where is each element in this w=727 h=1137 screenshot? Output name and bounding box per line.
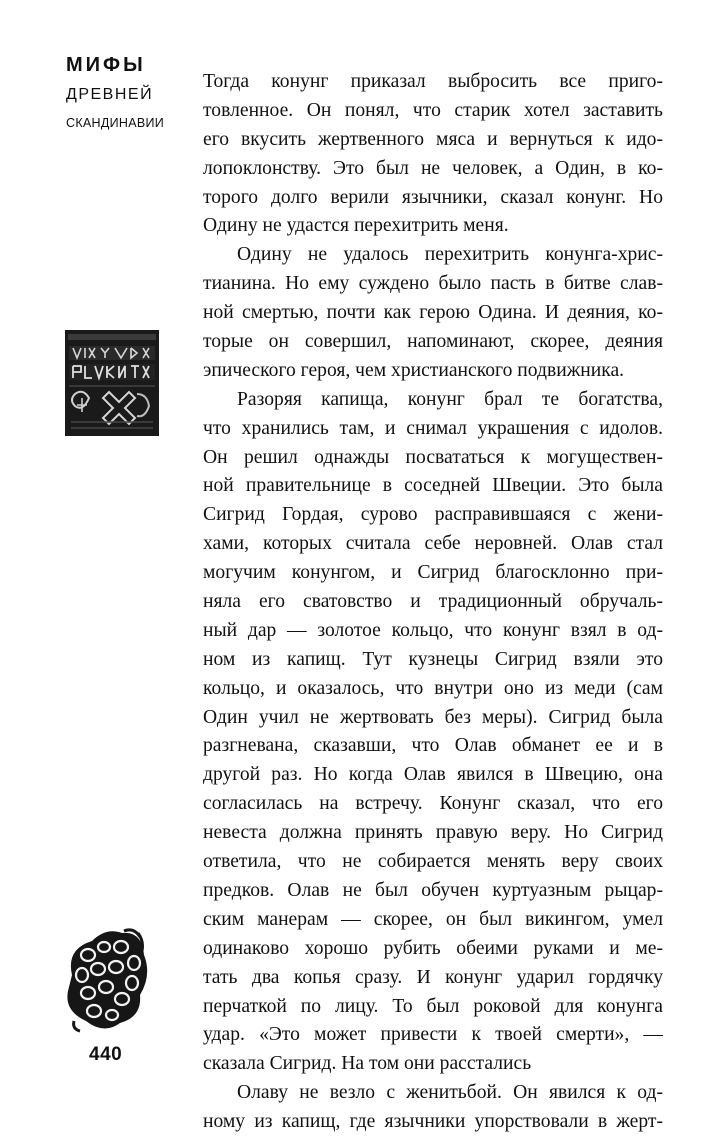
text-line: одинаково хорошо рубить обеими руками и ме- [203,937,663,959]
text-line: удар. «Это может привести к твоей смерти», — [203,1024,663,1046]
text-line: ной правительнице в соседней Швеции. Это была [203,475,663,497]
text-line: другой раз. Но когда Олав явился в Швецию, она [203,764,663,786]
series-title-ancient: ДРЕВНЕЙ [66,86,154,103]
text-line: ном из капищ. Тут кузнецы Сигрид взяли это [203,648,663,670]
text-line: Разоряя капища, конунг брал те богатства, [237,388,663,410]
text-line: Олаву не везло с женитьбой. Он явился к од- [237,1082,663,1104]
text-line: Тогда конунг приказал выбросить все приго- [203,71,663,92]
text-line: кольцо, и оказалось, что внутри оно из меди (сам [203,677,663,699]
text-line: сказала Сигрид. На том они расстались [203,1053,532,1075]
text-line: согласилась на встречу. Конунг сказал, что его [203,793,663,815]
text-line: его вкусить жертвенного мяса и вернуться к идо- [203,128,663,150]
body-text [203,68,663,1137]
text-line: ной смертью, почти как герою Одина. И деяния, ко- [203,302,663,324]
text-line: ному из капищ, где язычники упорствовали в жерт- [203,1111,663,1133]
text-line: хами, которых считала себе неровней. Олав стал [203,533,663,555]
text-line: Он решил однажды посвататься к могуществен- [203,446,663,468]
text-line: лопоклонству. Это был не человек, а Один, в ко- [203,157,663,179]
text-line: Одину не удалось перехитрить конунга-хрис- [237,244,663,266]
series-title-myths: МИФЫ [66,54,146,76]
page-number: 440 [89,1044,123,1065]
text-line: могучим конунгом, и Сигрид благосклонно при- [203,562,663,584]
text-line: тать два копья сразу. И конунг ударил гордячку [203,966,663,988]
text-line: няла его сватовство и традиционный обручаль- [203,591,663,613]
celtic-knot-ornament-icon [64,925,148,1033]
text-line: предков. Олав не был обучен куртуазным рыцар- [203,879,663,901]
text-line: невеста должна принять правую веру. Но Сигрид [203,822,663,844]
text-line: разгневана, сказавши, что Олав обманет ее и в [203,735,663,757]
runestone-carving-icon [65,330,159,436]
text-line: ответила, что не собирается менять веру своих [203,851,663,873]
text-line: Одину не удастся перехитрить меня. [203,215,509,237]
text-line: тианина. Но ему суждено было пасть в битве слав- [203,273,663,295]
text-line: ским манерам — скорее, он был викингом, умел [203,908,663,930]
text-line: товленное. Он понял, что старик хотел заставить [203,99,663,121]
text-line: торого долго верили язычники, сказал конунг. Но [203,186,663,208]
text-line: Сигрид Гордая, сурово расправившаяся с жени- [203,504,663,526]
text-line: перчаткой по лицу. То был роковой для конунга [203,995,663,1017]
sidebar-margin [0,0,200,1133]
text-line: Один учил не жертвовать без меры). Сигрид была [203,706,663,728]
text-line: эпического героя, чем христианского подвижника. [203,359,625,381]
text-line: что хранились там, и снимал украшения с идолов. [203,417,663,439]
text-line: торые он совершил, напоминают, скорее, деяния [203,331,663,353]
text-line: ный дар — золотое кольцо, что конунг взял в од- [203,619,663,641]
series-title-scandinavia: СКАНДИНАВИИ [66,116,165,130]
